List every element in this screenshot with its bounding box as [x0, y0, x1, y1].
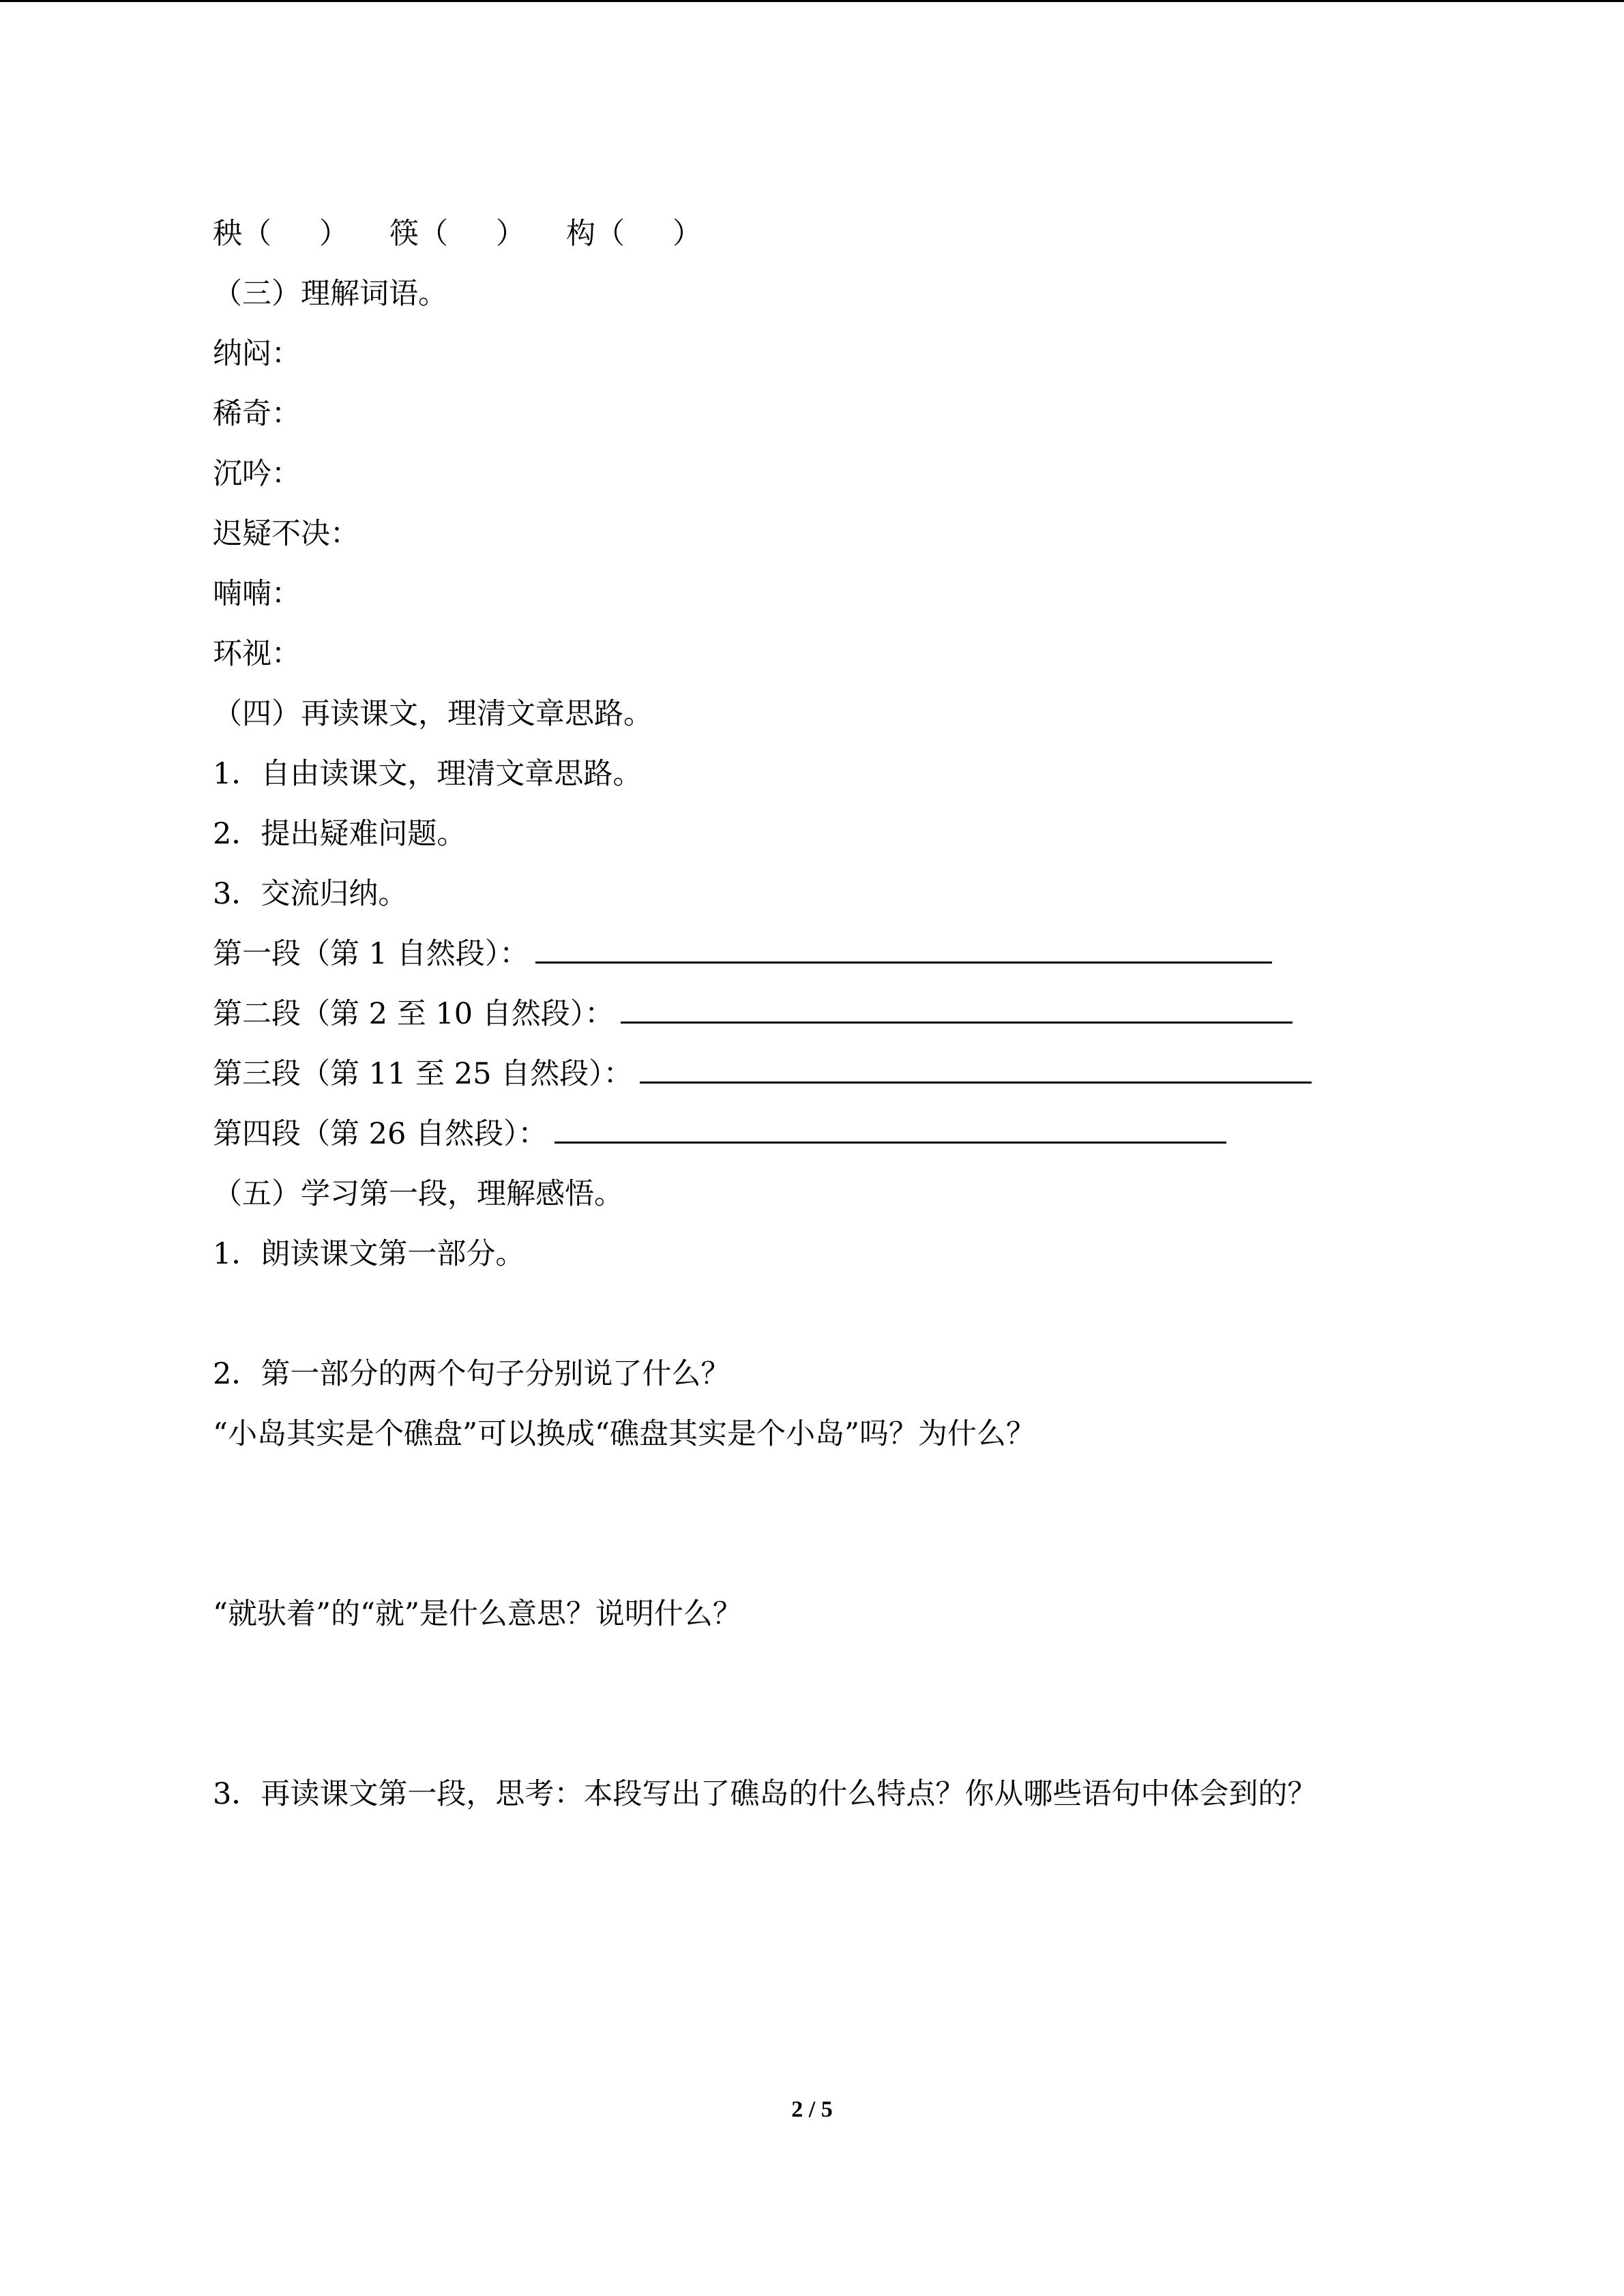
- step-line: 2．提出疑难问题。: [213, 817, 467, 851]
- question-2b: “就驮着”的“就”是什么意思？说明什么？: [213, 1597, 742, 1631]
- paren-open-2: （: [419, 217, 448, 251]
- answer-blank[interactable]: [555, 1114, 1226, 1144]
- pinyin-char-1: 秧: [213, 217, 242, 251]
- answer-blank[interactable]: [640, 1054, 1312, 1084]
- section3-heading: （三）理解词语。: [213, 277, 447, 311]
- paragraph-line-1: [213, 934, 1272, 974]
- term-line: 迟疑不决：: [213, 517, 359, 551]
- term-line: 纳闷：: [213, 337, 301, 371]
- term-line: 稀奇：: [213, 397, 301, 431]
- paren-open-1: （: [242, 217, 271, 251]
- answer-blank[interactable]: [621, 994, 1293, 1024]
- pinyin-char-3: 构: [566, 217, 595, 251]
- pinyin-row: [213, 213, 702, 254]
- question-3: 3．再读课文第一段，思考：本段写出了礁岛的什么特点？你从哪些语句中体会到的？: [213, 1777, 1317, 1811]
- term-line: 喃喃：: [213, 577, 301, 611]
- paragraph-line-3: [213, 1054, 1312, 1094]
- paren-close-1: ）: [319, 217, 349, 251]
- paragraph-label: 第二段（第 2 至 10 自然段）：: [213, 997, 615, 1031]
- answer-blank[interactable]: [535, 934, 1272, 964]
- term-line: 环视：: [213, 637, 301, 671]
- paren-open-3: （: [595, 217, 625, 251]
- paragraph-line-4: [213, 1114, 1226, 1154]
- paragraph-label: 第三段（第 11 至 25 自然段）：: [213, 1057, 633, 1091]
- page-top-border: [0, 0, 1624, 2]
- question-2: 2．第一部分的两个句子分别说了什么？: [213, 1357, 730, 1391]
- term-line: 沉吟：: [213, 457, 301, 491]
- paragraph-label: 第一段（第 1 自然段）：: [213, 937, 529, 971]
- question-1: 1．朗读课文第一部分。: [213, 1237, 525, 1271]
- section5-heading: （五）学习第一段，理解感悟。: [213, 1177, 623, 1211]
- step-line: 1．自由读课文，理清文章思路。: [213, 757, 643, 791]
- page-number: 2 / 5: [791, 2097, 833, 2122]
- pinyin-char-2: 筷: [389, 217, 419, 251]
- paren-close-3: ）: [673, 217, 702, 251]
- step-line: 3．交流归纳。: [213, 877, 408, 911]
- paren-close-2: ）: [496, 217, 525, 251]
- question-2a: “小岛其实是个礁盘”可以换成“礁盘其实是个小岛”吗？为什么？: [213, 1417, 1035, 1451]
- paragraph-label: 第四段（第 26 自然段）：: [213, 1117, 548, 1151]
- section4-heading: （四）再读课文，理清文章思路。: [213, 697, 653, 731]
- paragraph-line-2: [213, 994, 1293, 1034]
